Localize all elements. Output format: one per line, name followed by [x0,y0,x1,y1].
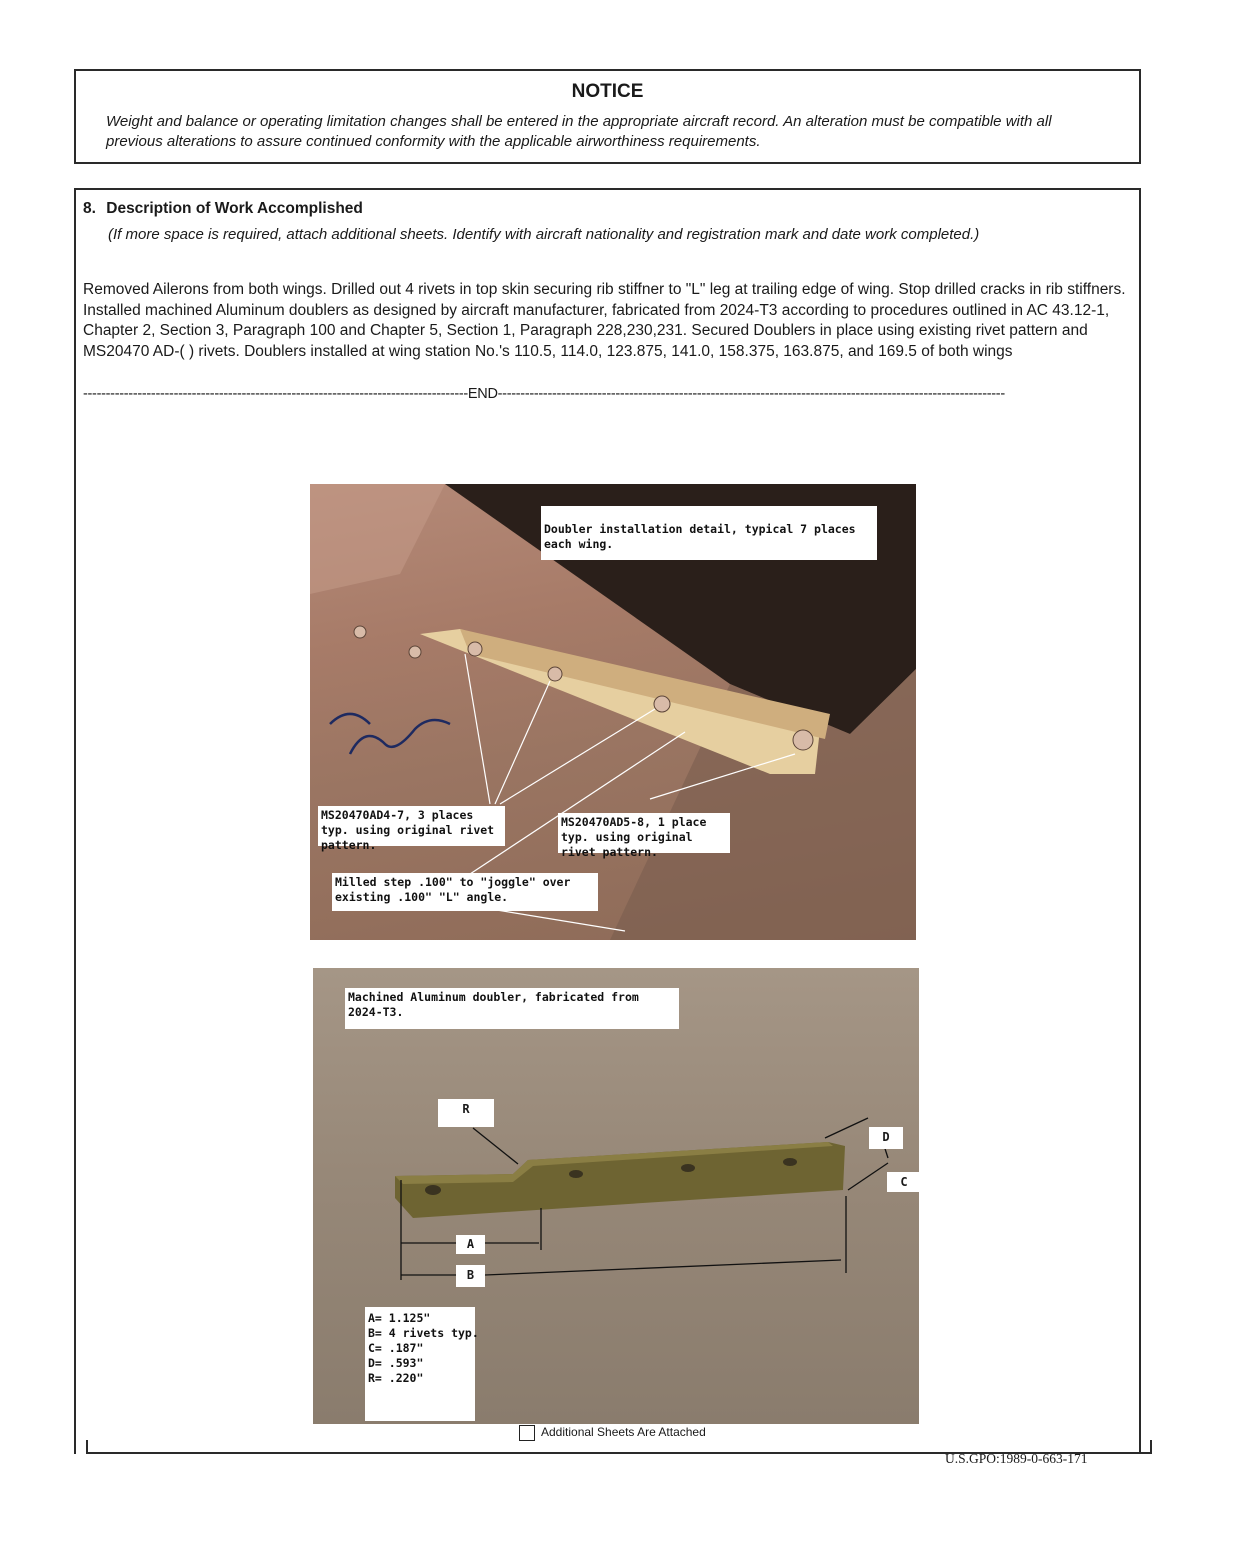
additional-sheets-row [519,1425,706,1441]
notice-body: Weight and balance or operating limitation changes shall be entered in the appropriate aircraft record. An alteration must be compatible with all previous alterations to assure continued conformity with the applicable airworthiness requirements. [106,113,1052,150]
gpo-footer: U.S.GPO:1989-0-663-171 [945,1451,1088,1466]
notice-title: NOTICE [571,81,644,102]
milled-step-label: Milled step .100" to "joggle" over existing .100" "L" angle. [332,873,598,911]
dimension-b-value: B= 4 rivets typ. [368,1326,479,1340]
dimension-a-value: A= 1.125" [368,1311,431,1325]
dimension-c-marker: C [887,1172,919,1192]
dimension-r-value: R= .220" [368,1371,424,1385]
dimension-d-value: D= .593" [368,1356,424,1370]
doubler-installation-photo [310,484,916,940]
end-marker: -------------------------------------------------------------------------------------END---------------------------------------------------------------------------------------------------------------- [83,386,1005,402]
dimension-b-marker: B [456,1265,485,1287]
notice-box [74,69,1141,164]
work-description: Removed Ailerons from both wings. Drilled out 4 rivets in top skin securing rib stiffner to "L" leg at trailing edge of wing. Stop drilled cracks in rib stiffners. Installed machined Aluminum doublers as designed by aircraft manufacturer, fabricated from 2024-T3 according to procedures outlined in AC 43.12-1, Chapter 2, Section 3, Paragraph 100 and Chapter 5, Section 1, Paragraph 228,230,231. Secured Doublers in place using existing rivet pattern and MS20470 AD-( ) rivets. Doublers installed at wing station No.'s 110.5, 114.0, 123.875, 141.0, 158.375, 163.875, and 169.5 of both wings [83,281,1126,360]
photo2-caption: Machined Aluminum doubler, fabricated from 2024-T3. [345,988,679,1029]
dimensions-legend [365,1307,479,1421]
rivet-ad4-label: MS20470AD4-7, 3 places typ. using original rivet pattern. [318,806,505,846]
dimension-c-value: C= .187" [368,1341,424,1355]
dimension-a-marker: A [456,1235,485,1254]
section-heading [83,200,363,218]
dimension-r-marker: R [438,1099,494,1127]
machined-doubler-photo [313,968,919,1424]
additional-sheets-label: Additional Sheets Are Attached [541,1425,706,1440]
rivet-ad5-label: MS20470AD5-8, 1 place typ. using original rivet pattern. [558,813,730,853]
dimension-d-marker: D [869,1127,903,1149]
photo1-caption: Doubler installation detail, typical 7 places each wing. [541,506,877,560]
section-instructions: (If more space is required, attach additional sheets. Identify with aircraft nationality and registration mark and date work completed.) [108,226,980,243]
section-number: 8. [83,200,96,217]
section-title: Description of Work Accomplished [106,200,363,217]
additional-sheets-checkbox[interactable] [519,1425,535,1441]
